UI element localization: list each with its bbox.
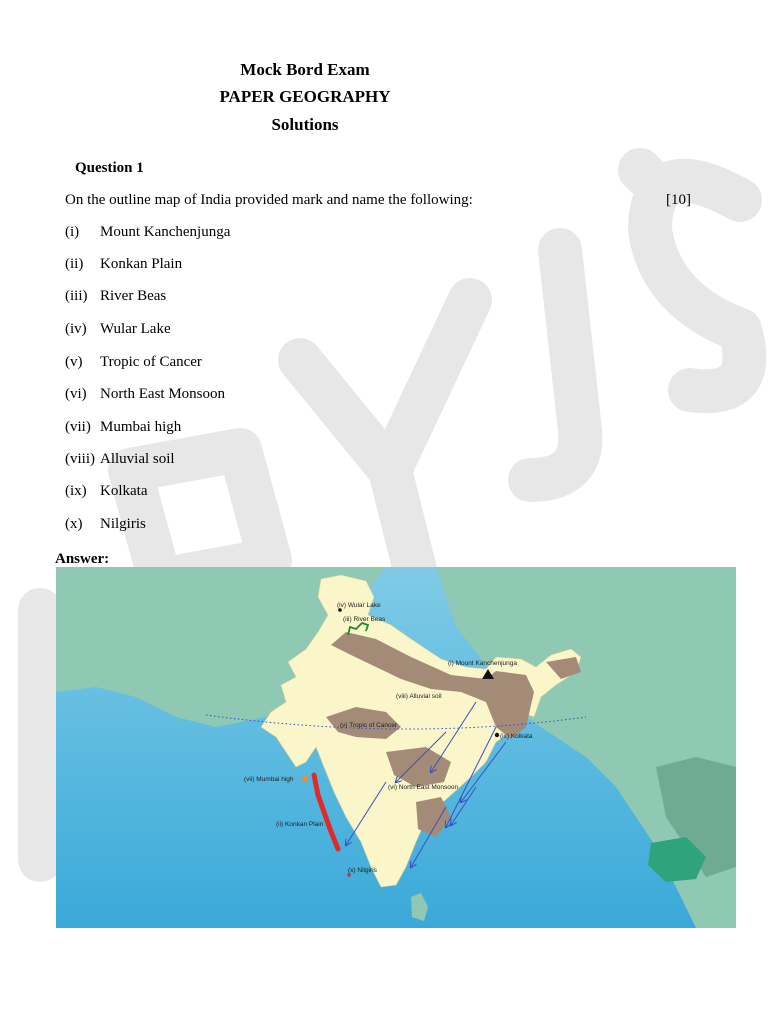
- label-kolkata: (ix) Kolkata: [500, 733, 533, 740]
- item-number: (iii): [65, 288, 88, 304]
- answer-label: Answer:: [55, 551, 110, 567]
- list-item: [65, 256, 182, 273]
- list-item: [65, 354, 202, 371]
- exam-title: Mock Bord Exam: [240, 60, 370, 79]
- list-item: [65, 321, 171, 338]
- item-text: River Beas: [100, 288, 167, 304]
- item-number: (v): [65, 354, 83, 370]
- india-map: [56, 567, 736, 928]
- kolkata-marker: [495, 733, 499, 737]
- label-mumbai-high: (vii) Mumbai high: [244, 776, 294, 783]
- item-text: Mumbai high: [100, 419, 182, 435]
- item-text: North East Monsoon: [100, 386, 225, 402]
- question-instruction: On the outline map of India provided mark and name the following:: [65, 192, 473, 208]
- item-number: (ii): [65, 256, 84, 272]
- label-nilgiris: (x) Nilgiris: [348, 867, 377, 874]
- question-title: Question 1: [75, 160, 144, 176]
- label-river-beas: (iii) River Beas: [343, 616, 386, 623]
- list-item: [65, 451, 175, 468]
- item-text: Tropic of Cancer: [100, 354, 202, 370]
- label-konkan-plain: (ii) Konkan Plain: [276, 821, 324, 828]
- mumbai-high-marker: [302, 776, 308, 782]
- list-item: [65, 386, 225, 403]
- label-kanchenjunga: (i) Mount Kanchenjunga: [448, 660, 518, 667]
- item-number: (i): [65, 224, 80, 240]
- item-text: Mount Kanchenjunga: [100, 224, 231, 240]
- question-marks: [10]: [666, 192, 691, 208]
- list-item: [65, 419, 181, 436]
- item-number: (viii): [65, 451, 95, 467]
- item-number: (iv): [65, 321, 87, 337]
- list-item: [65, 288, 166, 305]
- item-number: (x): [65, 516, 83, 532]
- item-text: Kolkata: [100, 483, 148, 499]
- list-item: [65, 224, 230, 241]
- list-item: [65, 516, 146, 533]
- label-wular-lake: (iv) Wular Lake: [337, 602, 381, 609]
- item-number: (ix): [65, 483, 87, 499]
- label-monsoon: (vi) North East Monsoon: [388, 784, 459, 791]
- solutions-title: Solutions: [271, 115, 339, 134]
- item-text: Alluvial soil: [100, 451, 175, 467]
- item-text: Nilgiris: [100, 516, 146, 532]
- label-alluvial-soil: (viii) Alluvial soil: [396, 693, 442, 700]
- item-number: (vii): [65, 419, 91, 435]
- list-item: [65, 483, 147, 500]
- item-number: (vi): [65, 386, 87, 402]
- paper-title: PAPER GEOGRAPHY: [219, 87, 391, 106]
- label-tropic-of-cancer: (v) Tropic of Cancer: [340, 722, 398, 729]
- item-text: Wular Lake: [100, 321, 171, 337]
- item-text: Konkan Plain: [100, 256, 183, 272]
